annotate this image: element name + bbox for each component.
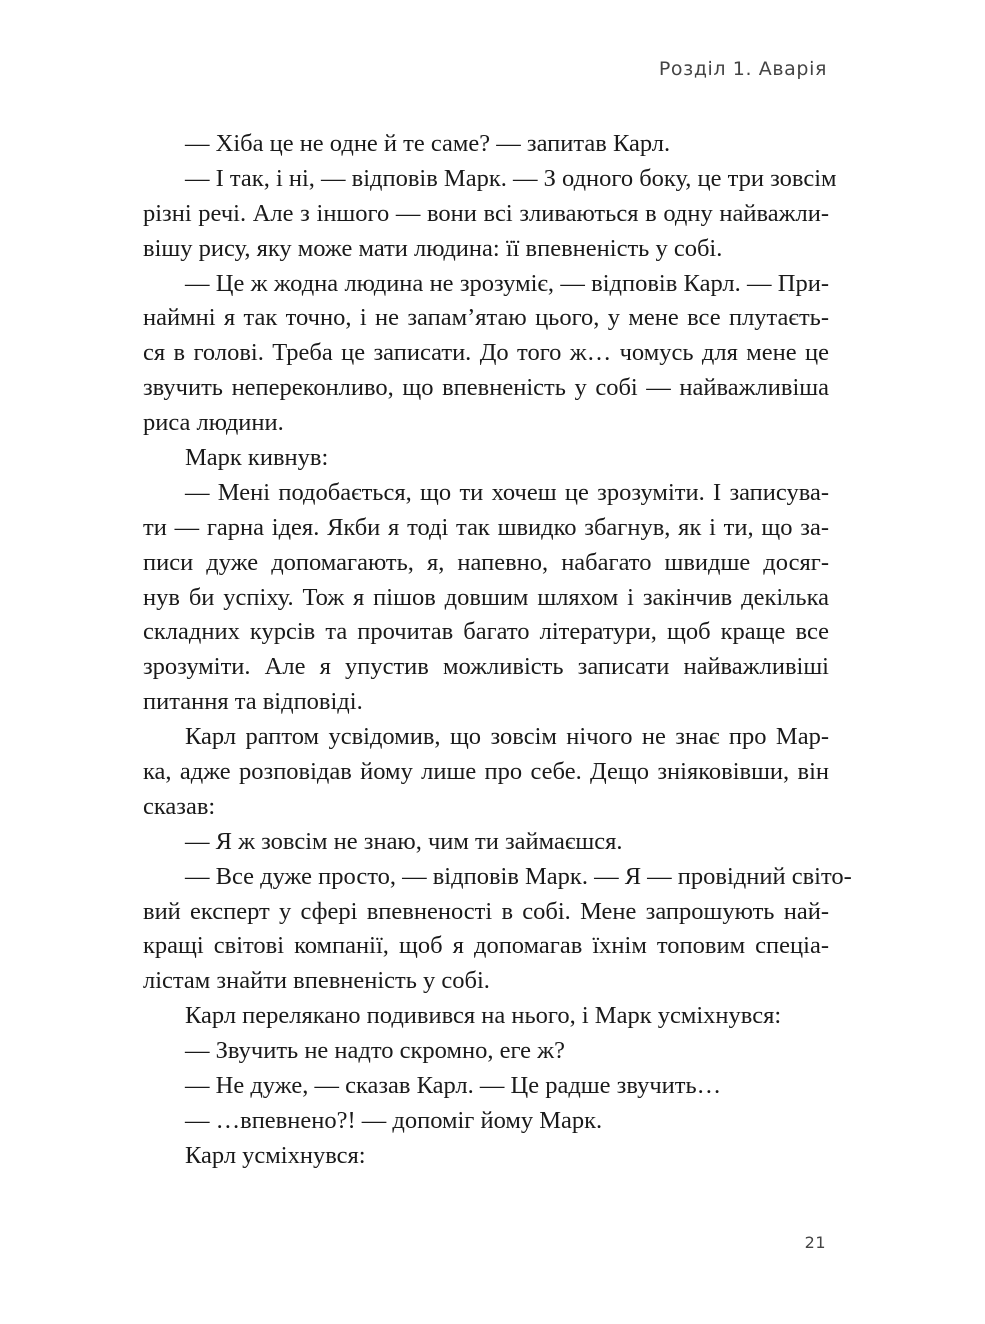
text-line: лістам знайти впевненість у собі. [143, 967, 490, 995]
text-line: — Все дуже просто, — відповів Марк. — Я — провідний світо- [185, 862, 852, 890]
text-line: — Звучить не надто скромно, еге ж? [185, 1037, 565, 1065]
text-line: складних курсів та прочитав багато літератури, щоб краще все [143, 618, 829, 646]
text-line: — Не дуже, — сказав Карл. — Це радше звучить… [185, 1072, 722, 1100]
page-number: 21 [804, 1233, 826, 1252]
text-line: Карл усміхнувся: [185, 1141, 366, 1169]
text-line: Карл перелякано подивився на нього, і Марк усміхнувся: [185, 1002, 782, 1030]
text-line: питання та відповіді. [143, 688, 363, 716]
text-line: ка, адже розповідав йому лише про себе. Дещо зніяковівши, він [143, 758, 829, 786]
text-line: — Мені подобається, що ти хочеш це зрозуміти. І записува- [185, 478, 829, 506]
text-line: — …впевнено?! — допоміг йому Марк. [185, 1106, 603, 1134]
body-text [143, 127, 852, 1174]
text-line: вий експерт у сфері впевненості в собі. Мене запрошують най- [143, 897, 829, 925]
text-line: нув би успіху. Тож я пішов довшим шляхом і закінчив декілька [143, 583, 829, 611]
text-line: різні речі. Але з іншого — вони всі зливаються в одну найважли- [143, 199, 829, 227]
text-line: звучить непереконливо, що впевненість у собі — найважливіша [143, 374, 829, 402]
text-line: риса людини. [143, 409, 284, 437]
text-line: — Хіба це не одне й те саме? — запитав Карл. [185, 130, 671, 157]
text-line: — Я ж зовсім не знаю, чим ти займаєшся. [185, 827, 623, 855]
text-line: ся в голові. Треба це записати. До того ж… чомусь для мене це [143, 339, 829, 367]
running-header: Розділ 1. Аварія [658, 58, 827, 80]
text-line: Марк кивнув: [185, 444, 329, 472]
text-line: — І так, і ні, — відповів Марк. — З одного боку, це три зовсім [185, 164, 837, 192]
text-line: ти — гарна ідея. Якби я тоді так швидко збагнув, як і ти, що за- [143, 513, 829, 541]
text-line: — Це ж жодна людина не зрозуміє, — відповів Карл. — При- [185, 269, 829, 297]
text-line: Карл раптом усвідомив, що зовсім нічого не знає про Мар- [185, 723, 829, 751]
text-line: вішу рису, яку може мати людина: її впевненість у собі. [143, 234, 723, 262]
text-line: наймні я так точно, і не запам’ятаю цього, у мене все плутаєть- [143, 304, 829, 332]
text-line: зрозуміти. Але я упустив можливість записати найважливіші [143, 653, 829, 681]
text-line: кращі світові компанії, щоб я допомагав їхнім топовим спеціа- [143, 932, 829, 960]
text-line: писи дуже допомагають, я, напевно, набагато швидше досяг- [143, 548, 829, 576]
text-line: сказав: [143, 792, 216, 820]
